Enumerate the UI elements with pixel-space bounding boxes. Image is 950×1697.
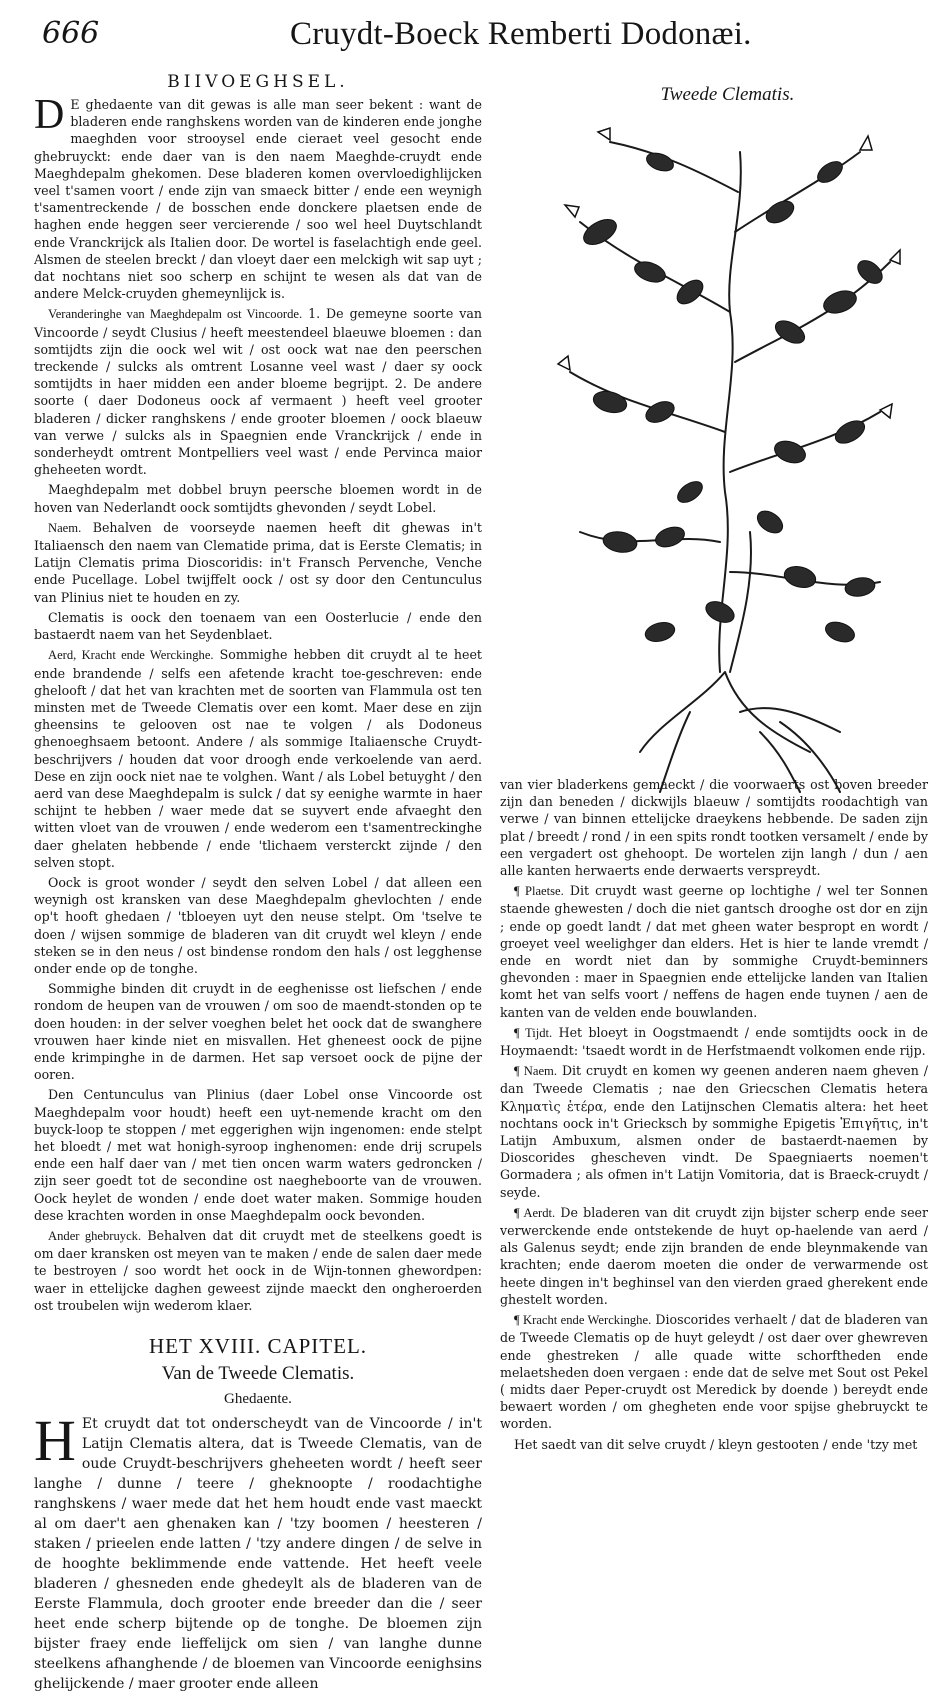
paragraph-label: Aerd, Kracht ende Werckinghe. — [48, 648, 214, 663]
paragraph-label: ¶ Kracht ende Werckinghe. — [514, 1313, 652, 1328]
paragraph-text: Behalven de voorseyde naemen heeft dit ghewas in't Italiaensch den naem van Clematide prima, dat is Eerste Clematis; in Latijn Clematis prima Dioscoridis: in't Fransch Pervenche, Venche ende Pucellage. Lobel twijffelt oock / ost sy door den Centunculus van Plinius niet te houden en zy. — [34, 519, 482, 605]
paragraph-label: ¶ Plaetse. — [514, 884, 564, 899]
paragraph-label: Veranderinghe van Maeghdepalm ost Vincoorde. — [48, 307, 303, 322]
clematis-woodcut-illustration — [540, 112, 915, 802]
paragraph — [34, 1086, 482, 1224]
drop-cap: H — [34, 1408, 76, 1474]
paragraph — [500, 1024, 928, 1059]
figure-caption: Tweede Clematis. — [660, 84, 795, 105]
paragraph-label: ¶ Naem. — [514, 1064, 557, 1079]
paragraph-text: Het saedt van dit selve cruydt / kleyn gestooten / ende 'tzy met — [514, 1436, 918, 1452]
paragraph — [500, 1062, 928, 1201]
paragraph-text: Dit cruydt wast geerne op lochtighe / wel ter Sonnen staende ghewesten / doch die niet gantsch drooghe ost dor en zijn ; ende op goedt landt / dat met gheen water bespropt en wordt / groeyet veel weelighger dan elders. Het is hier te lande vremdt / ende en wordt niet dan by sommighe Cruydt-beminners ghevonden : maer in Spaegnien ende ettelijcke landen van Italien komt het van selfs voort / neffens de hagen ende tuynen / aen de kanten van de velden ende bouwlanden. — [500, 883, 928, 1020]
paragraph — [34, 481, 482, 515]
page-header — [0, 12, 950, 62]
drop-cap: D — [34, 92, 65, 138]
paragraph — [34, 1227, 482, 1314]
paragraph — [34, 305, 482, 478]
paragraph-text: Maeghdepalm met dobbel bruyn peersche bloemen wordt in de hoven van Nederlandt oock somtijdts ghevonden / seydt Lobel. — [34, 482, 482, 515]
paragraph — [500, 1311, 928, 1432]
paragraph-label: Naem. — [48, 520, 82, 535]
paragraph-text: Sommighe hebben dit cruydt al te heet ende brandende / selfs een afetende kracht toe-geschreven: ende ghelooft / dat het van krachten met de soorten van Flammula ost ten minsten met de Tweede Clematis over een komt. Maer dese en zijn gheensins te gelooven ost nae te volgen / als Dodoneus ghenoeghsaem betoont. Andere / als sommige Italiaensche Cruydt-beschrijvers / houden dat voor droogh ende verkoelende van aerd. Dese en zijn oock niet nae te volghen. Want / als Lobel betuyght / den aerd van dese Maeghdepalm is sulck / dat sy eenighe warmte in haer schijnt te hebben / waer mede dat se suyvert ende afvaeght den witten vloet van de vrouwen / ende wederom een t'samentreckinghe daer ghelaten hebbende / ende 'tlichaem versterckt zijnde / den selven stopt. — [34, 647, 482, 870]
paragraph-label: ¶ Aerdt. — [514, 1205, 556, 1220]
paragraph — [500, 776, 928, 879]
page-number: 666 — [42, 16, 100, 51]
chapter-subtitle: Van de Tweede Clematis. — [161, 1363, 355, 1385]
paragraph-text: Oock is groot wonder / seydt den selven Lobel / dat alleen een weynigh ost kransken van dese Maeghdepalm ghevlochten / ende op't hooft ghedaen / 'tbloeyen uyt den neuse stelpt. Om 'tselve te doen / wijsen sommige de bladeren van dit cruydt wel kleyn / ende steken se in den neus / ost bindense rondom den hals / ost legghense onder ende op de tonghe. — [34, 874, 482, 976]
paragraph-text: Clematis is oock den toenaem van een Oosterlucie / ende den bastaerdt naem van het Seydenblaet. — [34, 609, 482, 643]
paragraph — [34, 519, 482, 606]
paragraph — [500, 1204, 928, 1308]
paragraph — [34, 874, 482, 977]
left-column — [34, 72, 482, 1697]
paragraph-label: ¶ Tijdt. — [514, 1025, 553, 1040]
paragraph — [34, 980, 482, 1083]
running-title: Cruydt-Boeck Remberti Dodonæi. — [290, 16, 752, 52]
chapter-body — [34, 1408, 482, 1694]
paragraph-text: 1. De gemeyne soorte van Vincoorde / seydt Clusius / heeft meestendeel blaeuwe bloemen : dan somtijdts zijn die oock wel wit / ost oock wat nae den peerschen treckende / sulcks als omtrent Losanne veel wast / daer sy oock somtijdts in haer midden een ander bloeme begrijpt. 2. De andere soorte ( daer Dodoneus oock af vermaent ) heeft veel grooter bladeren / dicker ranghskens / ende grooter bloemen / oock blaeuw van verwe / sulcks als in Spaegnien ende Vranckrijck / ende in sonderheydt omtrent Montpelliers veel wast / ende Pervinca maior gheheeten wordt. — [34, 306, 482, 478]
right-column — [500, 776, 928, 1456]
paragraph-text: Sommighe binden dit cruydt in de eeghenisse ost liefschen / ende rondom de heupen van de vrouwen / om soo de maendt-stonden op te doen houden: in der selver voeghen belet het oock dat de swanghere vrouwen haer kinde niet en misvallen. Het gheneest oock de pijne ende krimpinghe in de darmen. Het sap versoet oock de pijne der ooren. — [34, 981, 482, 1083]
paragraph-text: E ghedaente van dit gewas is alle man seer bekent : want de bladeren ende ranghskens worden van de kinderen ende jonghe maeghden voor strooysel ende cieraet veel gesocht ende ghebruyckt: ende daer van is den naem Maeghde-cruydt ende Maeghdepalm ghekomen. Dese bladeren komen overvloedighlijcken veel t'samen voort / ende zijn van smaeck bitter / ende een weynigh t'samentreckende / de bosschen ende donckere plaetsen ende de haghen ende heggen seer vercierende / soo wel heel Duytschlandt ende Vranckrijck als Italien door. De wortel is faselachtigh ende geel. Alsmen de steelen breckt / dan vloeyt daer een melckigh wit sap uyt ; dat nochtans niet soo scherp en schijnt te wesen als dat van de andere Melck-cruyden ghemeynlijck is. — [34, 97, 482, 302]
chapter-section-heading: Ghedaente. — [224, 1391, 292, 1408]
paragraph — [34, 92, 482, 302]
section-heading-biivoeghsel: BIIVOEGHSEL. — [167, 72, 349, 92]
paragraph-text: Dioscorides verhaelt / dat de bladeren van de Tweede Clematis op de huyt geleydt / ost daer over ghewreven ende ghestreken / alle quade witte schorftheden ende melaetsheden doen vergaen : ende dat de selve met Sout ost Pekel ( midts daer Peper-cruydt ost Meredick by doende ) bereydt ende bewaert worden / om ghegheten ende voor spijse ghebruyckt te worden. — [500, 1312, 928, 1432]
paragraph-text: Dit cruydt en komen wy geenen anderen naem gheven / dan Tweede Clematis ; nae den Griecschen Clematis hetera Κληματὶς ἑτέρα, ende den Latijnschen Clematis altera: het heet nochtans oock in't Griecksch by sommighe Epigetis Ἐπιγῆτις, in't Latijn Ambuxum, alsmen onder de bastaerdt-naemen by Dioscorides ghescheven vindt. De Spaegniaerts noemen't Gormadera ; als ofmen in't Latijn Vomitoria, dat is Braeck-cruydt / seyde. — [500, 1063, 928, 1200]
paragraph-text: Den Centunculus van Plinius (daer Lobel onse Vincoorde ost Maeghdepalm voor houdt) heeft een uyt-nemende kracht om den buyck-loop te stoppen / met eggerighen wijn ingenomen: ende stelpt het bloedt / met wat honigh-syroop inghenomen: ende drij scrupels ende een half daer van / met tien oncen warm waters gedroncken / zijn seer goedt tot de secondine ost naegheboorte van de vrouwen. Oock heylet de wonden / ende doet water maken. Sommige houden dese krachten worden in onse Maeghdepalm oock bevonden. — [34, 1087, 482, 1223]
paragraph — [500, 1436, 928, 1453]
paragraph-text: Et cruydt dat tot onderscheydt van de Vincoorde / in't Latijn Clematis altera, dat is Tweede Clematis, van de oude Cruydt-beschrijvers gheheeten wordt / heeft seer langhe / dunne / teere / gheknoopte / roodachtighe ranghskens / waer mede dat het hem houdt ende vast maeckt al om daer't aen ghenaken kan / 'tzy boomen / heesteren / staken / prieelen ende latten / 'tzy andere dingen / de selve in de hooghte beklimmende ende vattende. Het heeft veele bladeren / ghesneden ende ghedeylt als de bladeren van de Eerste Flammula, doch grooter ende breeder dan die / seer heet ende scherp bijtende op de tonghe. De bloemen zijn bijster fraey ende lieffelijck om sien / van langhe dunne steelkens afhanghende / de bloemen van Vincoorde eenighsins ghelijckende / maer grooter ende alleen — [34, 1416, 482, 1693]
paragraph — [34, 646, 482, 871]
paragraph-text: De bladeren van dit cruydt zijn bijster scherp ende seer verwerckende ende ontstekende de huyt op-haelende van aerd / als Galenus seydt; ende zijn branden de ende bleynmakende van krachten; ende daerom moeten die onder de verwarmende ost heete dingen in't beghinsel van den vierden graed gherekent ende ghestelt worden. — [500, 1204, 928, 1307]
paragraph-label: Ander ghebruyck. — [48, 1229, 142, 1243]
paragraph-text: van vier bladerkens gemaeckt / die voorwaerts ost boven breeder zijn dan beneden / dickwijls blaeuw / somtijdts roodachtigh van verwe / van binnen ettelijcke draeykens hebbende. De saden zijn plat / breedt / rond / in een spits rondt tootken versamelt / ende by een vergadert ost ghehoopt. De wortelen zijn langh / dun / aen alle kanten herwaerts ende derwaerts verspreydt. — [500, 777, 928, 879]
paragraph-text: Behalven dat dit cruydt met de steelkens goedt is om daer kransken ost meyen van te maken / ende de salen daer mede te bestroyen / soo wordt het oock in de Wijn-tonnen ghewordpen: waer in ettelijcke daghen geweest zijnde maeckt den ongheroerden ost troubelen wijn wederom klaer. — [34, 1228, 482, 1313]
paragraph-text: Het bloeyt in Oogstmaendt / ende somtijdts oock in de Hoymaendt: 'tsaedt wordt in de Herfstmaendt volkomen ende rijp. — [500, 1024, 928, 1059]
paragraph — [500, 882, 928, 1021]
figure-block — [540, 84, 915, 806]
chapter-title: HET XVIII. CAPITEL. — [148, 1334, 368, 1359]
paragraph — [34, 609, 482, 643]
paragraph — [34, 1408, 482, 1694]
